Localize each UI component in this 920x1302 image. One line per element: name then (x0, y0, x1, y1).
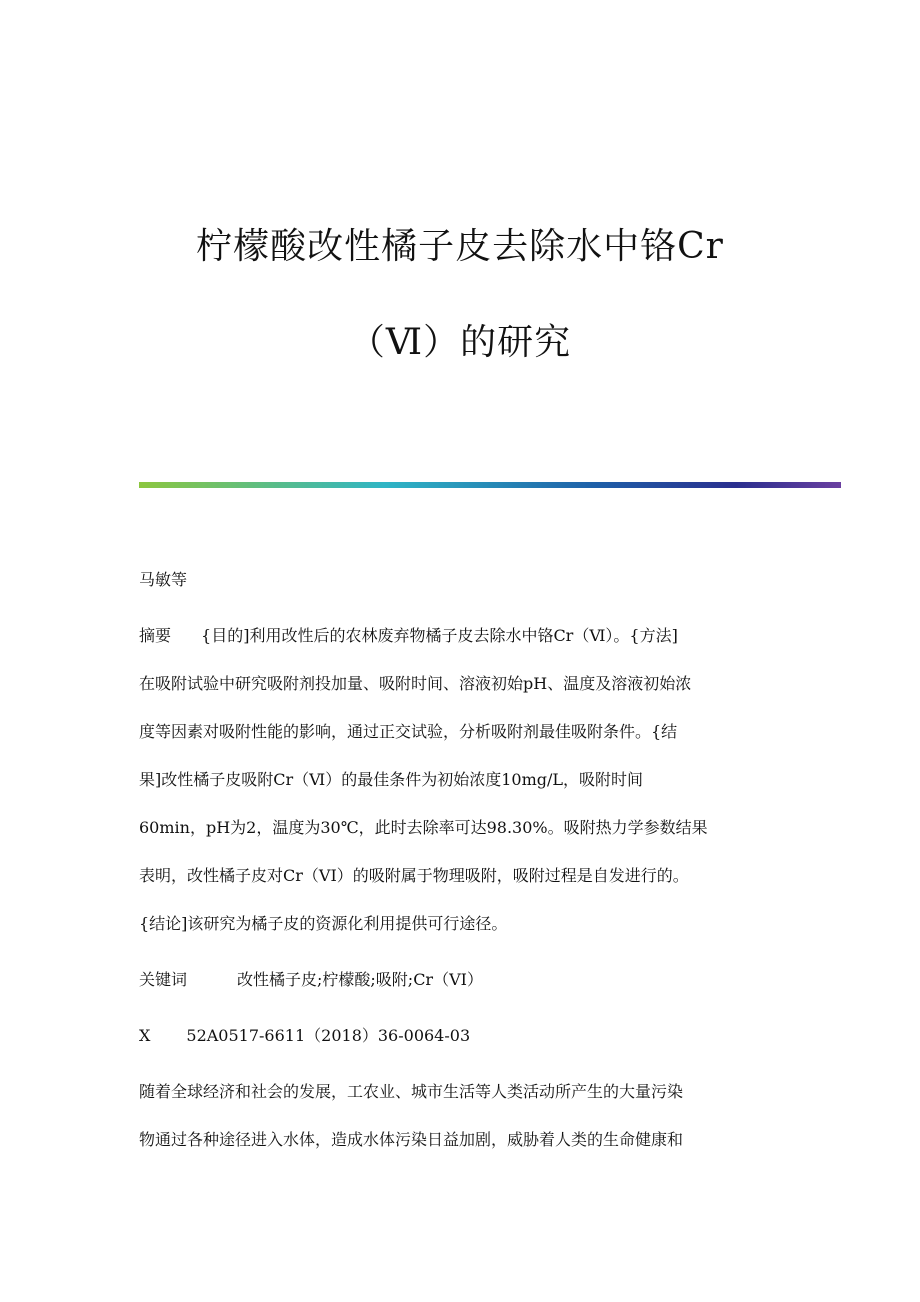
title-line-2: （Ⅵ）的研究 (348, 322, 572, 363)
classification-code: X (139, 1026, 151, 1045)
gradient-divider (139, 482, 841, 488)
body-line-1: 随着全球经济和社会的发展，工农业、城市生活等人类活动所产生的大量污染 (139, 1082, 684, 1101)
abstract-line-3: 度等因素对吸附性能的影响，通过正交试验，分析吸附剂最佳吸附条件。{结 (139, 722, 678, 741)
abstract-line-7: {结论]该研究为橘子皮的资源化利用提供可行途径。 (139, 914, 508, 933)
keywords-label: 关键词 (139, 970, 188, 989)
abstract-line-2: 在吸附试验中研究吸附剂投加量、吸附时间、溶液初始pH、温度及溶液初始浓 (139, 674, 692, 693)
classification-row (139, 1024, 779, 1048)
abstract-text-1: {目的]利用改性后的农林废弃物橘子皮去除水中铬Cr（Ⅵ）。{方法] (201, 626, 678, 645)
abstract-line-4: 果]改性橘子皮吸附Cr（Ⅵ）的最佳条件为初始浓度10mg/L，吸附时间 (139, 770, 644, 789)
keywords-value: 改性橘子皮;柠檬酸;吸附;Cr（VI） (237, 970, 483, 989)
abstract-line-5: 60min，pH为2，温度为30℃，此时去除率可达98.30%。吸附热力学参数结果 (139, 818, 708, 837)
abstract-line-1 (139, 624, 779, 648)
body-line-2: 物通过各种途径进入水体，造成水体污染日益加剧，威胁着人类的生命健康和 (139, 1130, 684, 1149)
abstract-label: 摘要 (139, 626, 172, 645)
authors: 马敏等 (139, 570, 188, 589)
article-id: 52A0517-6611（2018）36-0064-03 (186, 1026, 471, 1045)
abstract-line-6: 表明，改性橘子皮对Cr（VI）的吸附属于物理吸附，吸附过程是自发进行的。 (139, 866, 689, 885)
title-line-1: 柠檬酸改性橘子皮去除水中铬Cr (196, 226, 724, 267)
keywords-row (139, 968, 779, 992)
